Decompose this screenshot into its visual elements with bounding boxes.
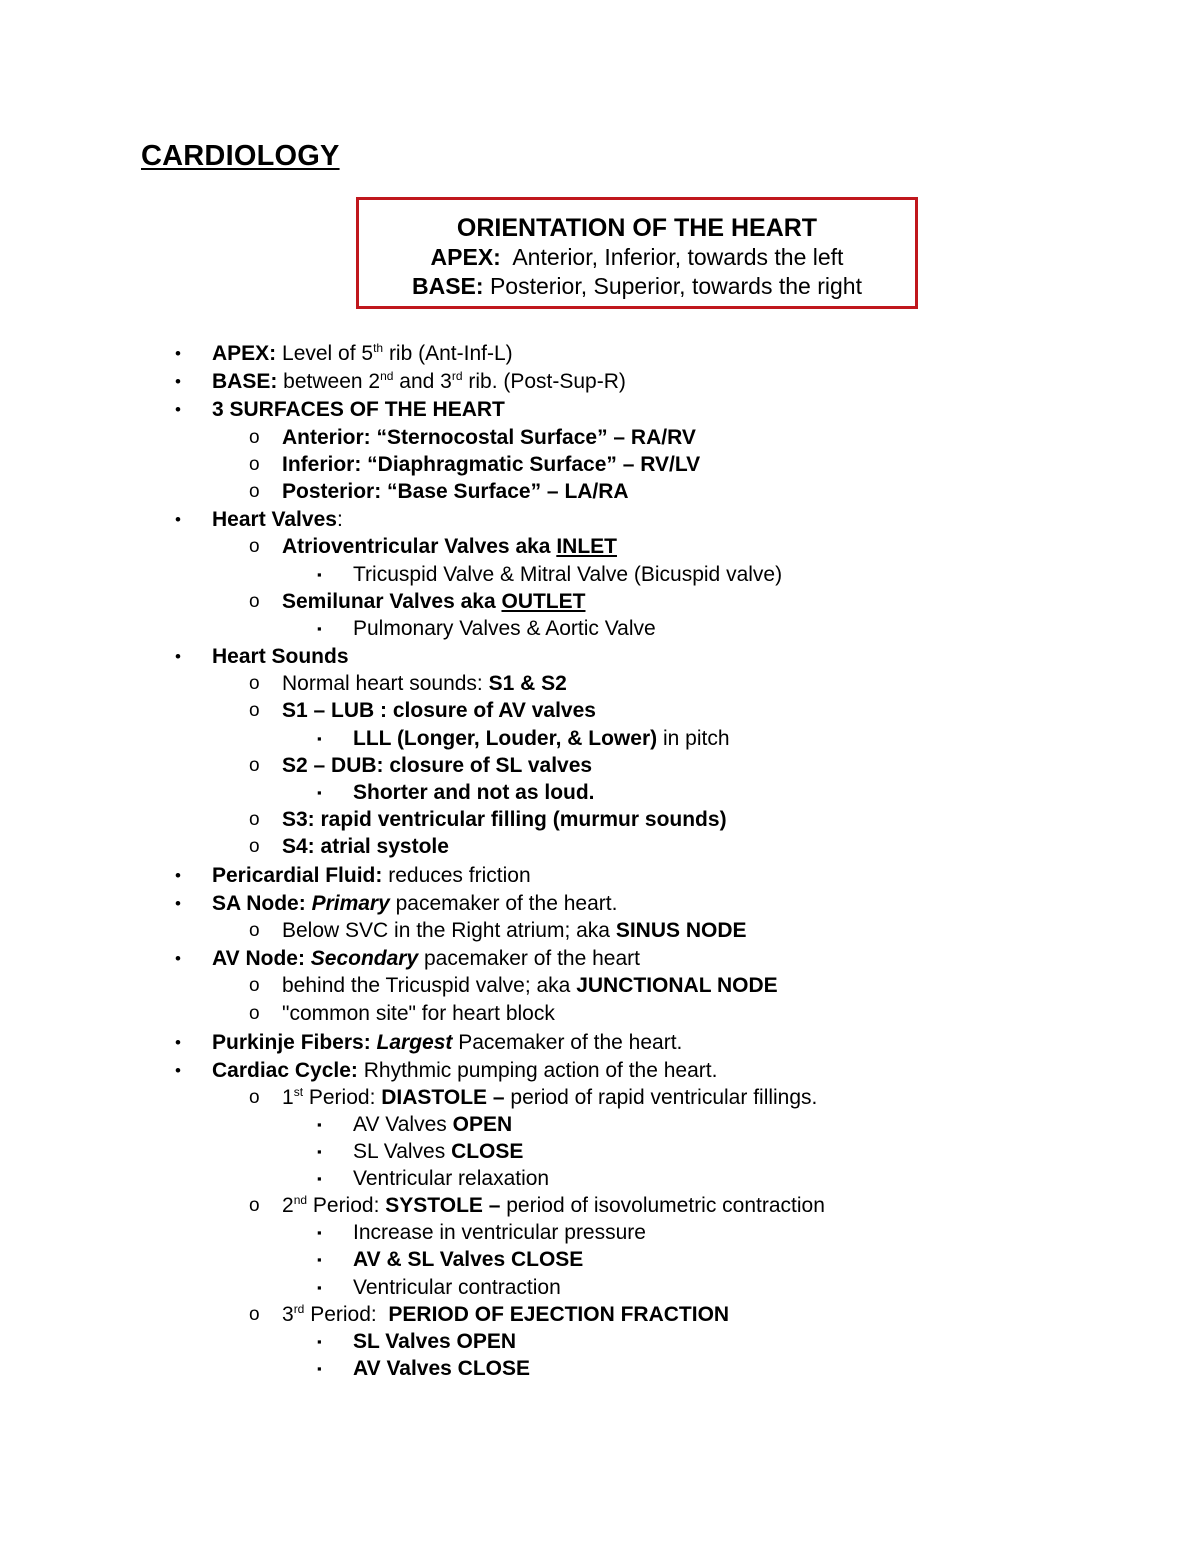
note-sup: st: [293, 1085, 304, 1099]
note-underline: INLET: [556, 535, 617, 558]
note-bold-italic: Largest: [376, 1031, 453, 1054]
note-text: pacemaker of the heart.: [389, 892, 618, 915]
note-bold: 3 SURFACES OF THE HEART: [212, 398, 505, 421]
orientation-apex-label: APEX:: [430, 244, 501, 270]
note-text: SL Valves: [353, 1140, 452, 1163]
note-bold: S1 – LUB : closure of AV valves: [282, 699, 596, 722]
note-text: Period:: [303, 1086, 382, 1109]
orientation-base: [359, 272, 915, 301]
note-period-2-b: [317, 1246, 584, 1273]
bullet-marker: •: [175, 949, 181, 968]
bullet-marker: ▪: [317, 731, 322, 746]
note-bold: SA Node:: [212, 892, 312, 915]
note-bold: S3: rapid ventricular filling (murmur sounds): [282, 808, 727, 831]
note-text: Period:: [307, 1194, 386, 1217]
note-text: Below SVC in the Right atrium; aka: [282, 919, 616, 942]
note-av-block: [249, 1000, 555, 1027]
note-base: [175, 368, 626, 395]
note-text: "common site" for heart block: [282, 1002, 555, 1025]
bullet-marker: o: [249, 755, 260, 776]
note-bold: AV Valves CLOSE: [353, 1357, 531, 1380]
note-bold: Shorter and not as loud.: [353, 781, 595, 804]
note-sl-valves: [249, 588, 586, 615]
note-text: Rhythmic pumping action of the heart.: [357, 1059, 718, 1082]
note-text: period of isovolumetric contraction: [500, 1194, 825, 1217]
note-text: Ventricular contraction: [353, 1276, 561, 1299]
note-sa-location: [249, 917, 747, 944]
note-av-node: [175, 945, 640, 972]
note-bold: S1 & S2: [488, 672, 567, 695]
bullet-marker: ▪: [317, 1252, 322, 1267]
bullet-marker: o: [249, 673, 260, 694]
note-sup: rd: [451, 369, 463, 383]
note-period-3-b: [317, 1355, 531, 1382]
note-av-valves: [249, 533, 617, 560]
note-bold: BASE:: [212, 370, 278, 393]
orientation-apex: [359, 243, 915, 272]
note-s1-pitch: [317, 725, 730, 752]
note-normal-sounds: [249, 670, 567, 697]
bullet-marker: •: [175, 866, 181, 885]
note-text: Period:: [304, 1303, 389, 1326]
note-bold: JUNCTIONAL NODE: [576, 974, 778, 997]
note-text: :: [336, 508, 343, 531]
note-bold: S2 – DUB: closure of SL valves: [282, 754, 593, 777]
note-posterior: [249, 478, 629, 505]
note-bold: SL Valves OPEN: [353, 1330, 517, 1353]
note-pericardial-fluid: [175, 862, 531, 889]
note-valves: [175, 506, 343, 533]
note-period-3: [249, 1301, 730, 1328]
note-period-1-b: [317, 1138, 524, 1165]
bullet-marker: o: [249, 1087, 260, 1108]
page-title: CARDIOLOGY: [141, 140, 340, 172]
note-apex: [175, 340, 513, 367]
orientation-box: [356, 197, 918, 309]
bullet-marker: •: [175, 400, 181, 419]
note-text: AV Valves: [353, 1113, 453, 1136]
bullet-marker: ▪: [317, 785, 322, 800]
note-text: 3: [282, 1303, 294, 1326]
note-text: 1: [282, 1086, 294, 1109]
note-bold: AV Node:: [212, 947, 311, 970]
note-period-1-c: [317, 1165, 550, 1192]
note-bold: Heart Valves: [212, 508, 337, 531]
note-surfaces: [175, 396, 505, 423]
note-sounds: [175, 643, 349, 670]
note-bold: SYSTOLE –: [385, 1194, 501, 1217]
bullet-marker: ▪: [317, 621, 322, 636]
bullet-marker: •: [175, 894, 181, 913]
bullet-marker: o: [249, 920, 260, 941]
note-bold: Anterior: “Sternocostal Surface” – RA/RV: [282, 426, 696, 449]
bullet-marker: o: [249, 700, 260, 721]
note-sup: nd: [293, 1193, 308, 1207]
note-sup: th: [373, 341, 384, 355]
note-bold: AV & SL Valves CLOSE: [353, 1248, 584, 1271]
bullet-marker: •: [175, 510, 181, 529]
note-s2-pitch: [317, 779, 595, 806]
note-av-valves-list: [317, 561, 783, 588]
note-bold: APEX:: [212, 342, 277, 365]
note-period-3-a: [317, 1328, 517, 1355]
bullet-marker: •: [175, 372, 181, 391]
note-bold: PERIOD OF EJECTION FRACTION: [388, 1303, 730, 1326]
note-bold: Posterior: “Base Surface” – LA/RA: [282, 480, 629, 503]
note-bold: OPEN: [452, 1113, 513, 1136]
note-bold: DIASTOLE –: [381, 1086, 505, 1109]
note-text: pacemaker of the heart: [418, 947, 640, 970]
note-text: Level of 5: [276, 342, 374, 365]
note-period-2-a: [317, 1219, 646, 1246]
note-inferior: [249, 451, 701, 478]
note-bold: Heart Sounds: [212, 645, 349, 668]
note-text: period of rapid ventricular fillings.: [504, 1086, 818, 1109]
bullet-marker: ▪: [317, 1171, 322, 1186]
note-text: between 2: [277, 370, 381, 393]
note-s3: [249, 806, 727, 833]
bullet-marker: o: [249, 836, 260, 857]
bullet-marker: o: [249, 591, 260, 612]
note-bold: Purkinje Fibers:: [212, 1031, 377, 1054]
bullet-marker: •: [175, 1033, 181, 1052]
note-bold: Inferior: “Diaphragmatic Surface” – RV/LV: [282, 453, 701, 476]
bullet-marker: o: [249, 536, 260, 557]
note-text: Pacemaker of the heart.: [452, 1031, 683, 1054]
note-bold-italic: Primary: [311, 892, 390, 915]
note-cardiac-cycle: [175, 1057, 718, 1084]
note-text: Pulmonary Valves & Aortic Valve: [353, 617, 656, 640]
note-bold: LLL (Longer, Louder, & Lower): [353, 727, 658, 750]
note-s1: [249, 697, 596, 724]
note-sup: rd: [293, 1302, 305, 1316]
bullet-marker: ▪: [317, 1361, 322, 1376]
note-sup: nd: [380, 369, 394, 383]
bullet-marker: •: [175, 1061, 181, 1080]
note-text: reduces friction: [382, 864, 531, 887]
note-anterior: [249, 424, 696, 451]
orientation-apex-text: Anterior, Inferior, towards the left: [500, 244, 844, 270]
orientation-base-label: BASE:: [412, 273, 484, 299]
bullet-marker: o: [249, 481, 260, 502]
bullet-marker: o: [249, 975, 260, 996]
bullet-marker: ▪: [317, 1144, 322, 1159]
note-bold: SINUS NODE: [615, 919, 747, 942]
bullet-marker: ▪: [317, 1117, 322, 1132]
note-text: in pitch: [657, 727, 730, 750]
note-underline: OUTLET: [501, 590, 586, 613]
bullet-marker: o: [249, 1003, 260, 1024]
bullet-marker: ▪: [317, 1225, 322, 1240]
note-text: rib. (Post-Sup-R): [462, 370, 626, 393]
note-period-2-c: [317, 1274, 561, 1301]
note-text: Normal heart sounds:: [282, 672, 489, 695]
note-bold: Pericardial Fluid:: [212, 864, 383, 887]
note-text: Ventricular relaxation: [353, 1167, 550, 1190]
note-s4: [249, 833, 449, 860]
orientation-base-text: Posterior, Superior, towards the right: [483, 273, 862, 299]
bullet-marker: o: [249, 427, 260, 448]
bullet-marker: o: [249, 809, 260, 830]
note-bold-italic: Secondary: [310, 947, 419, 970]
note-text: and 3: [393, 370, 452, 393]
note-text: Tricuspid Valve & Mitral Valve (Bicuspid valve): [353, 563, 783, 586]
bullet-marker: o: [249, 454, 260, 475]
note-sl-valves-list: [317, 615, 656, 642]
note-period-2: [249, 1192, 825, 1219]
bullet-marker: •: [175, 647, 181, 666]
note-period-1-a: [317, 1111, 513, 1138]
note-period-1: [249, 1084, 818, 1111]
note-bold: S4: atrial systole: [282, 835, 449, 858]
bullet-marker: ▪: [317, 1280, 322, 1295]
bullet-marker: ▪: [317, 1334, 322, 1349]
note-s2: [249, 752, 593, 779]
note-text: Increase in ventricular pressure: [353, 1221, 646, 1244]
note-sa-node: [175, 890, 618, 917]
bullet-marker: o: [249, 1195, 260, 1216]
note-bold: CLOSE: [451, 1140, 524, 1163]
bullet-marker: ▪: [317, 567, 322, 582]
note-bold: Semilunar Valves aka: [282, 590, 502, 613]
bullet-marker: •: [175, 344, 181, 363]
note-bold: Atrioventricular Valves aka: [282, 535, 557, 558]
note-purkinje: [175, 1029, 683, 1056]
orientation-heading: ORIENTATION OF THE HEART: [456, 214, 818, 242]
note-text: rib (Ant-Inf-L): [383, 342, 513, 365]
note-text: behind the Tricuspid valve; aka: [282, 974, 577, 997]
note-bold: Cardiac Cycle:: [212, 1059, 358, 1082]
note-av-location: [249, 972, 778, 999]
note-text: 2: [282, 1194, 294, 1217]
bullet-marker: o: [249, 1304, 260, 1325]
